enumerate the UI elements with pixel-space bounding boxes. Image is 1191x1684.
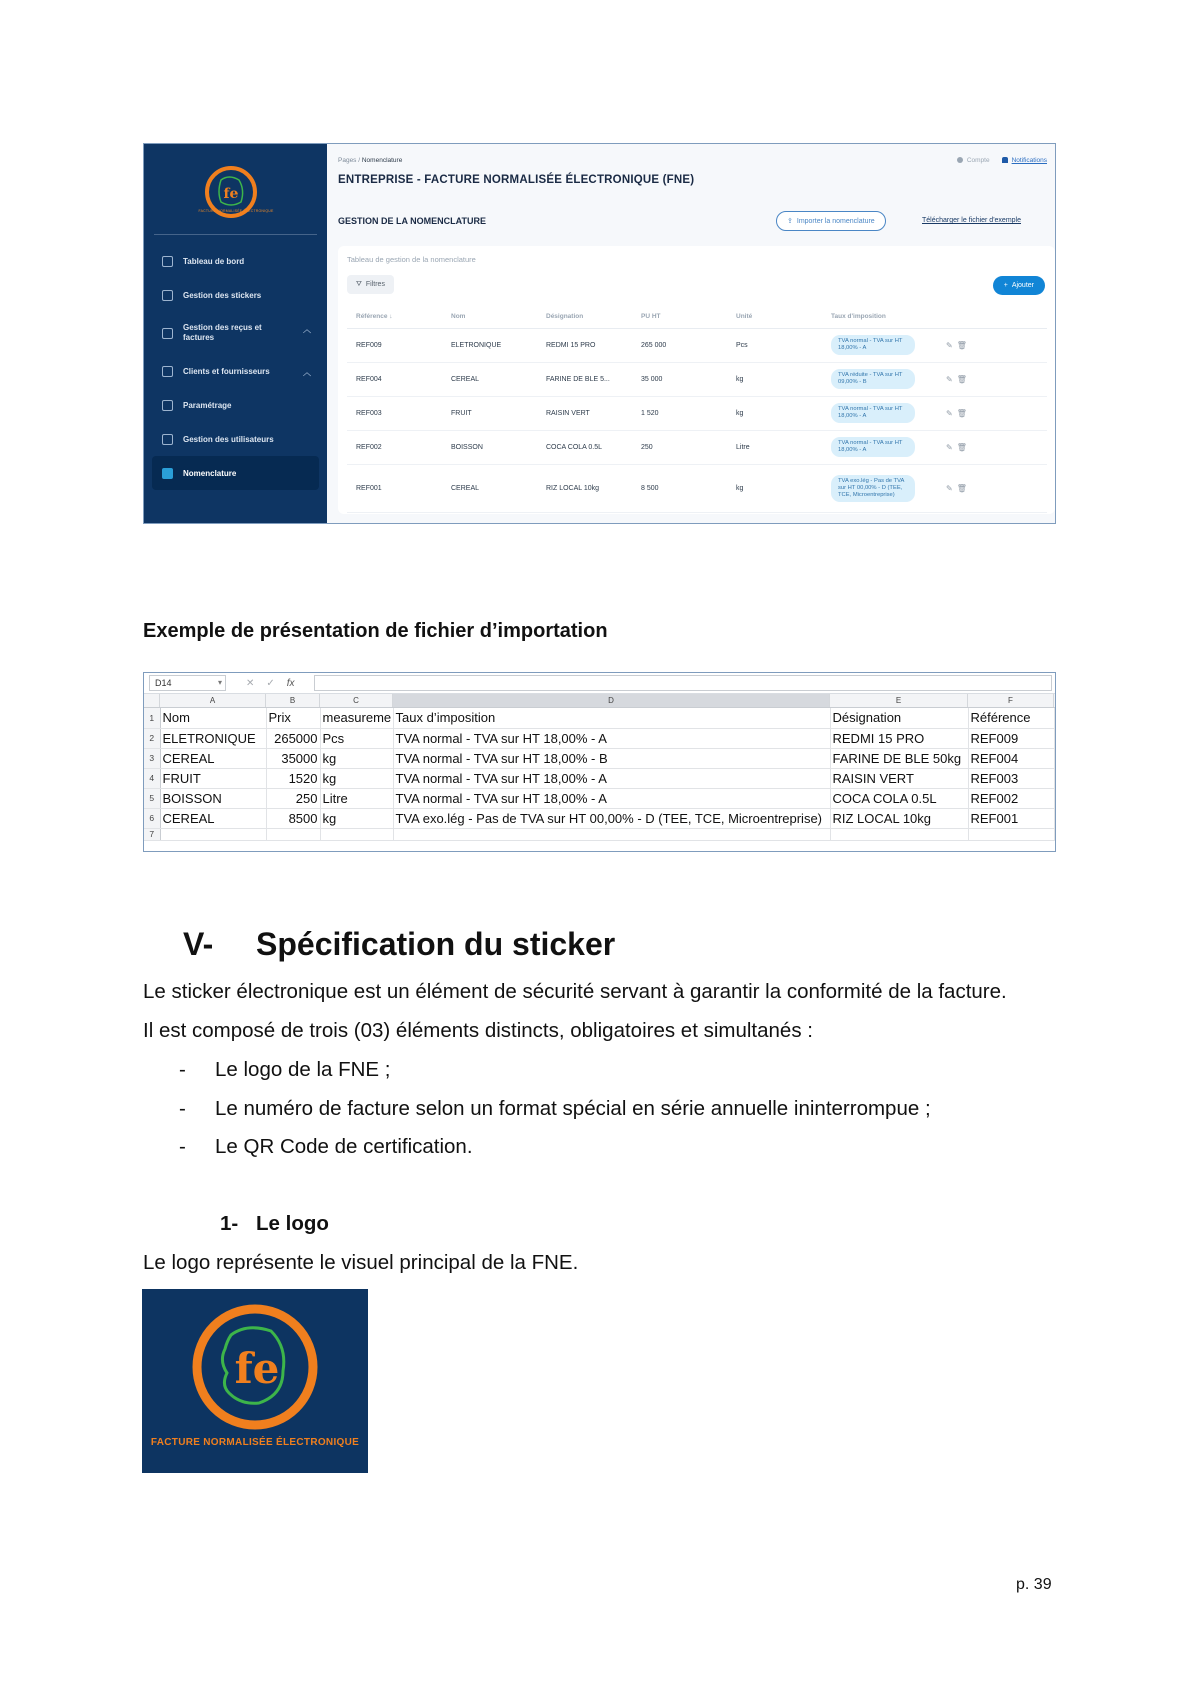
row-actions (937, 430, 1047, 464)
page-number: p. 39 (1016, 1576, 1052, 1593)
example-heading: Exemple de présentation de fichier d’importation (143, 620, 608, 642)
section-title: Spécification du sticker (256, 926, 616, 962)
sheet-cell[interactable]: TVA normal - TVA sur HT 18,00% - A (393, 788, 830, 808)
sheet-cell[interactable]: TVA normal - TVA sur HT 18,00% - A (393, 728, 830, 748)
sheet-cell[interactable] (968, 828, 1054, 840)
list-item (179, 1097, 931, 1121)
sheet-cell[interactable]: REF002 (968, 788, 1054, 808)
bell-icon (1002, 157, 1008, 163)
sheet-cell[interactable]: Pcs (320, 728, 393, 748)
row-number[interactable]: 5 (144, 788, 160, 808)
row-number[interactable]: 4 (144, 768, 160, 788)
sheet-cell[interactable]: kg (320, 808, 393, 828)
sheet-cell[interactable]: Litre (320, 788, 393, 808)
sheet-cell[interactable]: Nom (160, 708, 266, 728)
filter-button[interactable] (347, 275, 394, 294)
edit-icon[interactable]: ✎ (946, 340, 957, 350)
cell-designation: COCA COLA 0.5L (537, 430, 632, 464)
column-letter[interactable]: F (968, 694, 1054, 707)
sheet-cell[interactable]: Taux d’imposition (393, 708, 830, 728)
column-letter[interactable]: D (393, 694, 830, 707)
trash-icon[interactable]: 🗑 (956, 483, 971, 493)
chevron-up-icon: ︿ (303, 368, 311, 377)
cell-taux (822, 430, 937, 464)
subsection-number: 1- (220, 1212, 239, 1235)
cell-ref: REF003 (347, 396, 442, 430)
sheet-cell[interactable]: 35000 (266, 748, 320, 768)
sheet-cell[interactable]: FARINE DE BLE 50kg (830, 748, 968, 768)
list-item (179, 1058, 391, 1082)
fx-icon[interactable]: fx (286, 677, 295, 689)
sheet-cell[interactable]: RAISIN VERT (830, 768, 968, 788)
cell-ref: REF004 (347, 362, 442, 396)
receipt-icon (162, 328, 173, 339)
cell-unite: kg (727, 362, 822, 396)
account-label: Compte (966, 157, 990, 164)
download-example-link[interactable]: Télécharger le fichier d'exemple (922, 217, 1021, 224)
table-row (347, 464, 1047, 512)
sidebar-item-dashboard[interactable] (152, 244, 319, 278)
account-link[interactable] (957, 157, 990, 164)
edit-icon[interactable]: ✎ (946, 442, 957, 452)
table-row (347, 328, 1047, 362)
formula-bar (144, 673, 1055, 694)
page-title: ENTREPRISE - FACTURE NORMALISÉE ÉLECTRONIQUE (FNE) (338, 174, 695, 186)
cell-designation: RAISIN VERT (537, 396, 632, 430)
cell-ref: REF009 (347, 328, 442, 362)
paragraph: Le sticker électronique est un élément de sécurité servant à garantir la conformité de la facture. (143, 980, 1007, 1003)
notifications-link[interactable] (1002, 157, 1047, 164)
spreadsheet-grid (144, 708, 1055, 841)
sheet-cell[interactable]: TVA normal - TVA sur HT 18,00% - A (393, 768, 830, 788)
gear-icon (162, 400, 173, 411)
sidebar-item-settings[interactable] (152, 388, 319, 422)
paragraph: Le logo représente le visuel principal de la FNE. (143, 1251, 579, 1274)
subsection-heading (220, 1212, 329, 1236)
card-title: Tableau de gestion de la nomenclature (347, 255, 476, 264)
sheet-cell[interactable] (320, 828, 393, 840)
list-item-text: Le QR Code de certification. (215, 1135, 473, 1158)
table-row (347, 430, 1047, 464)
row-number[interactable]: 6 (144, 808, 160, 828)
trash-icon[interactable]: 🗑 (956, 408, 971, 418)
sheet-cell[interactable] (393, 828, 830, 840)
fne-logo (142, 1289, 368, 1473)
fne-logo-icon (201, 162, 261, 222)
list-item-text: Le logo de la FNE ; (215, 1058, 391, 1081)
user-icon (162, 434, 173, 445)
sheet-cell[interactable]: 1520 (266, 768, 320, 788)
sidebar-item-label: Gestion des reçus et factures (183, 323, 262, 342)
cell-unite: kg (727, 396, 822, 430)
row-number[interactable]: 1 (144, 708, 160, 728)
section-number: V- (183, 926, 214, 962)
sheet-cell[interactable]: Prix (266, 708, 320, 728)
row-actions (937, 396, 1047, 430)
formula-input[interactable] (314, 675, 1052, 691)
sheet-cell[interactable]: Référence (968, 708, 1054, 728)
user-icon (957, 157, 963, 163)
column-letter[interactable]: B (266, 694, 320, 707)
cell-ref: REF002 (347, 430, 442, 464)
cell-pu: 250 (632, 430, 727, 464)
bullet-dash: - (179, 1097, 186, 1120)
sheet-cell[interactable]: 8500 (266, 808, 320, 828)
contacts-icon (162, 366, 173, 377)
svg-text:fe: fe (234, 1344, 280, 1393)
sidebar-item-users[interactable] (152, 422, 319, 456)
sheet-row (144, 708, 1054, 728)
cell-taux (822, 362, 937, 396)
column-header: Désignation (537, 306, 632, 328)
cell-pu: 265 000 (632, 328, 727, 362)
sheet-cell[interactable]: TVA exo.lég - Pas de TVA sur HT 00,00% - D (TEE, TCE, Microentreprise) (393, 808, 830, 828)
sheet-cell[interactable]: RIZ LOCAL 10kg (830, 808, 968, 828)
spreadsheet-screenshot (143, 672, 1056, 852)
sidebar-item-clients[interactable] (152, 354, 319, 388)
sheet-cell[interactable]: BOISSON (160, 788, 266, 808)
nomenclature-table (347, 306, 1047, 513)
column-header: Nom (442, 306, 537, 328)
list-item-text: Le numéro de facture selon un format spécial en série annuelle ininterrompue ; (215, 1097, 931, 1120)
sidebar-item-label: Nomenclature (183, 468, 237, 478)
cell-taux (822, 396, 937, 430)
edit-icon[interactable]: ✎ (946, 483, 957, 493)
edit-icon[interactable]: ✎ (946, 408, 957, 418)
cell-designation: REDMI 15 PRO (537, 328, 632, 362)
select-all-corner[interactable] (144, 694, 160, 707)
row-actions (937, 328, 1047, 362)
cell-nom: FRUIT (442, 396, 537, 430)
sidebar-logo-caption: FACTURE NORMALISÉE ÉLECTRONIQUE (198, 209, 274, 213)
sheet-row (144, 828, 1054, 840)
section-title: GESTION DE LA NOMENCLATURE (338, 216, 486, 226)
import-button-label: Importer la nomenclature (796, 217, 875, 225)
filter-button-label: Filtres (365, 281, 385, 288)
sidebar-item-nomenclature[interactable] (152, 456, 319, 490)
sheet-cell[interactable]: FRUIT (160, 768, 266, 788)
cell-nom: BOISSON (442, 430, 537, 464)
tax-badge: TVA normal - TVA sur HT 18,00% - A (831, 437, 915, 457)
sheet-cell[interactable] (266, 828, 320, 840)
import-button[interactable] (776, 211, 886, 231)
trash-icon[interactable]: 🗑 (956, 442, 971, 452)
cell-nom: ELETRONIQUE (442, 328, 537, 362)
column-letter[interactable]: A (160, 694, 266, 707)
sheet-cell[interactable]: measureme (320, 708, 393, 728)
cell-pu: 35 000 (632, 362, 727, 396)
add-button[interactable] (993, 276, 1045, 295)
sheet-cell[interactable]: CEREAL (160, 808, 266, 828)
upload-icon: ⇪ (787, 218, 793, 225)
home-icon (162, 256, 173, 267)
sidebar-item-receipts[interactable] (152, 312, 319, 354)
notifications-label: Notifications (1011, 157, 1047, 164)
sidebar-item-label: Gestion des utilisateurs (183, 434, 274, 444)
cell-unite: Pcs (727, 328, 822, 362)
column-header[interactable]: Référence ↓ (347, 306, 442, 328)
logo-caption: FACTURE NORMALISÉE ÉLECTRONIQUE (150, 1437, 360, 1448)
sheet-cell[interactable]: kg (320, 748, 393, 768)
sheet-cell[interactable] (160, 828, 266, 840)
edit-icon[interactable]: ✎ (946, 374, 957, 384)
table-row (347, 396, 1047, 430)
tax-badge: TVA normal - TVA sur HT 18,00% - A (831, 403, 915, 423)
tax-badge: TVA normal - TVA sur HT 18,00% - A (831, 335, 915, 355)
cell-designation: RIZ LOCAL 10kg (537, 464, 632, 512)
filter-icon: ⛛ (356, 280, 362, 288)
cell-pu: 8 500 (632, 464, 727, 512)
cube-icon (162, 468, 173, 479)
nomenclature-card (338, 246, 1055, 514)
sheet-cell[interactable]: kg (320, 768, 393, 788)
column-letter[interactable]: C (320, 694, 393, 707)
trash-icon[interactable]: 🗑 (956, 374, 971, 384)
sheet-cell[interactable]: REF009 (968, 728, 1054, 748)
sheet-row (144, 808, 1054, 828)
breadcrumb (338, 157, 402, 164)
top-right-bar (957, 157, 1047, 164)
row-number[interactable]: 2 (144, 728, 160, 748)
cell-nom: CEREAL (442, 362, 537, 396)
paragraph: Il est composé de trois (03) éléments distincts, obligatoires et simultanés : (143, 1019, 813, 1042)
tax-badge: TVA exo.lég - Pas de TVA sur HT 00,00% - D (TEE, TCE, Microentreprise) (831, 475, 915, 502)
cell-reference-box[interactable]: D14 ▾ (149, 675, 226, 691)
row-actions (937, 362, 1047, 396)
sidebar-item-stickers[interactable] (152, 278, 319, 312)
breadcrumb-current: Nomenclature (361, 157, 403, 164)
cell-unite: Litre (727, 430, 822, 464)
trash-icon[interactable]: 🗑 (956, 340, 971, 350)
sidebar-item-label: Tableau de bord (183, 256, 245, 266)
cell-ref: REF001 (347, 464, 442, 512)
cancel-icon[interactable]: ✕ (246, 677, 255, 689)
sheet-cell[interactable]: CEREAL (160, 748, 266, 768)
subsection-title: Le logo (256, 1212, 329, 1235)
sidebar-divider (154, 234, 317, 235)
sheet-row (144, 768, 1054, 788)
bullet-dash: - (179, 1058, 186, 1081)
row-number[interactable]: 3 (144, 748, 160, 768)
sheet-cell[interactable]: REDMI 15 PRO (830, 728, 968, 748)
sheet-cell[interactable]: 265000 (266, 728, 320, 748)
cell-pu: 1 520 (632, 396, 727, 430)
table-header-row (347, 306, 1047, 328)
sheet-cell[interactable]: 250 (266, 788, 320, 808)
cell-unite: kg (727, 464, 822, 512)
column-header-actions (937, 306, 1047, 328)
sheet-cell[interactable] (830, 828, 968, 840)
formula-buttons (226, 678, 314, 689)
cell-taux (822, 328, 937, 362)
column-header: Unité (727, 306, 822, 328)
app-screenshot (143, 143, 1056, 524)
bullet-dash: - (179, 1135, 186, 1158)
sidebar-item-label: Clients et fournisseurs (183, 366, 270, 376)
breadcrumb-prefix: Pages / (338, 157, 362, 164)
list-item (179, 1135, 473, 1159)
chevron-up-icon: ︿ (303, 325, 311, 334)
check-icon[interactable]: ✓ (266, 677, 275, 689)
section-heading (183, 926, 615, 963)
sheet-cell[interactable]: REF004 (968, 748, 1054, 768)
cell-designation: FARINE DE BLE 5... (537, 362, 632, 396)
column-header: PU HT (632, 306, 727, 328)
cell-taux (822, 464, 937, 512)
tax-badge: TVA réduite - TVA sur HT 09,00% - B (831, 369, 915, 389)
document-icon (162, 290, 173, 301)
fne-logo-icon (187, 1299, 323, 1435)
sheet-row (144, 728, 1054, 748)
column-header-bar (144, 694, 1055, 708)
sheet-cell[interactable]: Désignation (830, 708, 968, 728)
row-number[interactable]: 7 (144, 828, 160, 840)
column-letter[interactable]: E (830, 694, 968, 707)
sidebar (144, 144, 327, 523)
sidebar-item-label: Paramétrage (183, 400, 232, 410)
column-header: Taux d'imposition (822, 306, 937, 328)
svg-text:fe: fe (223, 186, 239, 202)
sheet-cell[interactable]: ELETRONIQUE (160, 728, 266, 748)
sheet-cell[interactable]: REF001 (968, 808, 1054, 828)
add-button-label: Ajouter (1011, 282, 1034, 289)
sheet-row (144, 748, 1054, 768)
main-panel (327, 144, 1055, 523)
cell-nom: CEREAL (442, 464, 537, 512)
sheet-cell[interactable]: REF003 (968, 768, 1054, 788)
table-row (347, 362, 1047, 396)
plus-icon: + (1003, 282, 1008, 289)
sheet-row (144, 788, 1054, 808)
sheet-cell[interactable]: COCA COLA 0.5L (830, 788, 968, 808)
row-actions (937, 464, 1047, 512)
sheet-cell[interactable]: TVA normal - TVA sur HT 18,00% - B (393, 748, 830, 768)
sidebar-item-label: Gestion des stickers (183, 290, 262, 300)
sidebar-nav (152, 244, 319, 490)
